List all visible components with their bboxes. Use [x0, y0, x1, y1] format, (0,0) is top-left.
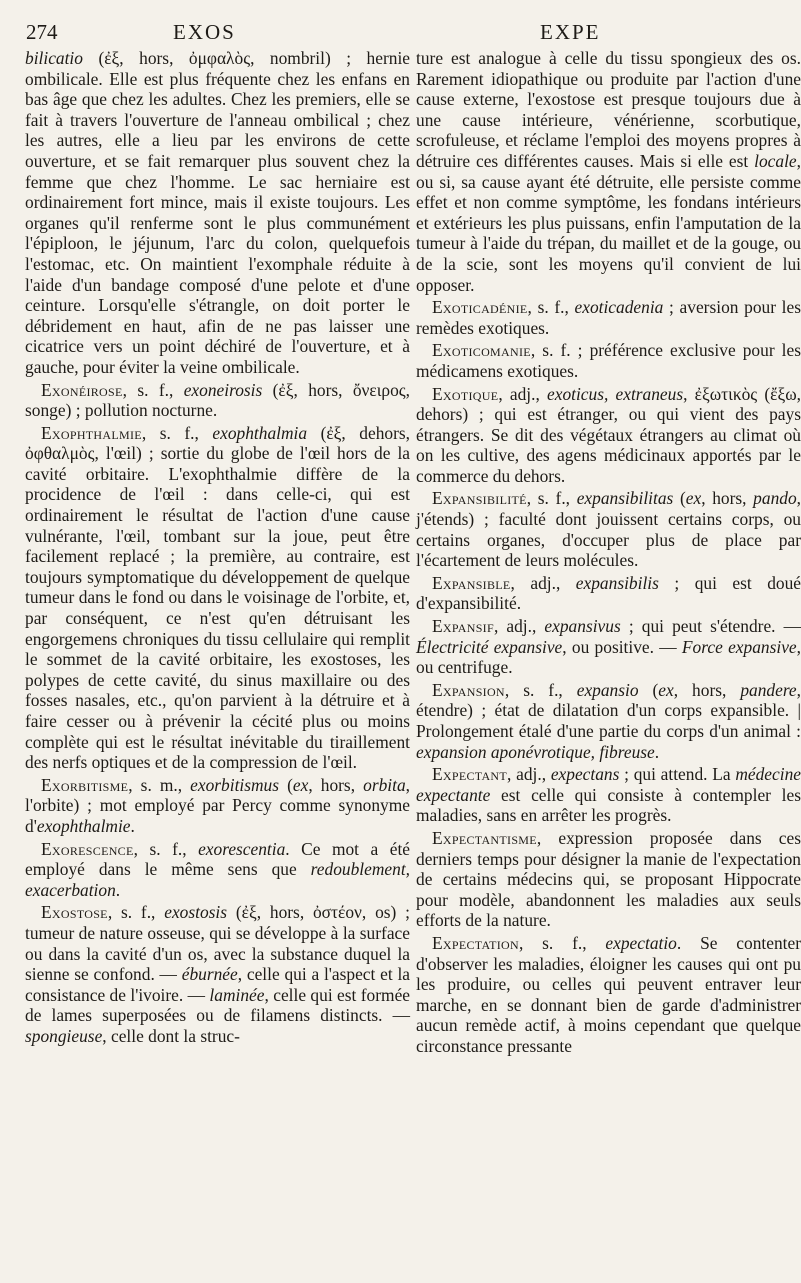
italic-term: exophthalmia — [212, 422, 308, 443]
dictionary-entry — [25, 380, 410, 421]
entry-text: , s. f., — [122, 379, 184, 400]
entry-headword: Expansif — [432, 616, 494, 637]
italic-term: expectans — [550, 764, 620, 785]
italic-term: Électricité expansive — [416, 636, 563, 657]
entry-text: ; aversion pour les remèdes exotiques. — [416, 297, 801, 338]
page-number: 274 — [26, 20, 58, 44]
running-head-right: EXPE — [540, 20, 601, 44]
italic-term: expansion aponévrotique, fibreuse — [416, 741, 655, 762]
dictionary-entry — [25, 839, 410, 901]
italic-term: expectatio — [605, 932, 677, 953]
italic-term: laminée — [209, 984, 265, 1005]
italic-term: ex — [292, 774, 309, 795]
entry-headword: Exotique — [432, 383, 499, 404]
dictionary-entry — [416, 384, 801, 487]
running-header — [0, 20, 800, 48]
entry-text: , adj., — [510, 572, 576, 593]
entry-headword: Expansion — [432, 679, 505, 700]
dictionary-entry — [416, 933, 801, 1057]
entry-headword: Expectant — [432, 764, 508, 785]
entry-text: ; qui est doué d'expansibilité. — [416, 572, 801, 614]
entry-text: , s. f., — [527, 297, 575, 318]
entry-text: ture est analogue à celle du tissu spongieux des os. Rarement idiopathique ou produite par l'action d'une cause externe, l'exostose est presque toujours due à une cause intérieure, vénérienne, scorbutique, scrofuleuse, et réclame l'emploi des moyens propres à détruire ces différentes causes. Mais si elle est — [416, 48, 801, 171]
running-head-left: EXOS — [173, 20, 236, 44]
entry-text: (ἐξ, dehors, ὀφθαλμὸς, l'œil) ; sortie du globe de l'œil hors de la cavité orbitaire. L'exophthalmie diffère de la procidence de l'œil : dans celle-ci, qui est ordinairement le résultat de l'action d'une cause vulnérante, l'œil, tombant sur la joue, peut être facilement replacé ; la première, au contraire, est toujours symptomatique du développement de quelque tumeur dans le fond ou dans le voisinage de l'orbite, et, par conséquent, ce n'est qu'en détruisant les engorgemens chroniques du tissu cellulaire qui remplit le sommet de la cavité orbitaire, les exostoses, les polypes de cette cavité, du sinus maxillaire ou des fosses nasales, etc., qu'on parvient à la détruire et à faire cesser ou à prévenir la cécité plus ou moins complète qui est le résultat inévitable du tiraillement des nerfs optiques et de la compression de l'œil. — [25, 422, 410, 773]
entry-text: , s. m., — [128, 774, 191, 795]
entry-text: , étendre) ; état de dilatation d'un corps expansible. | Prolongement étalé d'une partie du corps d'un animal : — [416, 679, 801, 741]
entry-text: ( — [673, 488, 686, 509]
entry-text: , celle qui est formée de lames superposées ou de filamens distincts. — — [25, 984, 411, 1026]
italic-term: expansio — [576, 679, 639, 700]
entry-headword: Exorbitisme — [41, 774, 129, 795]
dictionary-entry — [416, 764, 801, 826]
entry-text: , hors, — [308, 774, 364, 795]
continued-text — [25, 48, 410, 378]
italic-term: ex — [685, 488, 702, 509]
entry-text: , ou centrifuge. — [416, 636, 801, 678]
dictionary-entry — [25, 902, 410, 1046]
italic-term: exophthalmie — [36, 815, 131, 836]
entry-text: ; qui peut s'étendre. — — [620, 616, 801, 637]
italic-term: exoticus, extraneus — [547, 383, 684, 404]
dictionary-entry — [25, 423, 410, 773]
entry-headword: Expectantisme — [432, 827, 537, 848]
italic-term: exorescentia — [198, 838, 286, 859]
entry-text: , expression proposée dans ces derniers temps pour désigner la manie de l'expectation de certains médecins qui, se proposant Hippocrate pour modèle, abandonnent les maladies aux seuls efforts de la nature. — [416, 827, 801, 931]
italic-term: locale — [754, 150, 797, 171]
entry-headword: Exorescence — [41, 838, 134, 859]
entry-text: ; qui attend. La — [619, 764, 736, 785]
italic-term: exostosis — [164, 902, 228, 923]
dictionary-entry — [416, 828, 801, 931]
entry-text: , s. f., — [141, 422, 213, 443]
entry-headword: Expansibilité — [432, 488, 527, 509]
entry-text: , s. f., — [518, 932, 606, 953]
entry-text: , adj., — [498, 383, 547, 404]
entry-text: , celle dont la struc- — [102, 1025, 240, 1046]
dictionary-entry — [416, 297, 801, 338]
entry-headword: Exoticomanie — [432, 340, 531, 361]
dictionary-entry — [416, 340, 801, 381]
italic-term: médecine expectante — [416, 764, 801, 805]
entry-text: . Se contenter d'observer les maladies, éloigner les causes qui ont pu les produire, ou celles qui peuvent entraver leur marche, en se donnant bien de garde d'administrer aucun remède actif, à moins cependant que quelque circonstance pressante — [416, 932, 801, 1056]
entry-headword: Expectation — [432, 932, 519, 953]
entry-text: , ἐξωτικὸς (ἔξω, dehors) ; qui est étranger, ou qui vient des pays étrangers. Se dit des végétaux étrangers au climat où on les cultive, des agens médicinaux apportés par le commerce du dehors. — [416, 383, 801, 486]
entry-headword: Exostose — [41, 902, 108, 923]
entry-text: . Ce mot a été employé dans le même sens que — [25, 838, 410, 880]
italic-term: expansibilis — [575, 572, 659, 593]
italic-term: exoneirosis — [183, 379, 263, 400]
dictionary-entry — [25, 775, 410, 837]
italic-term: pandere — [740, 679, 797, 700]
entry-text: (ἐξ, hors, ὀστέον, os) ; tumeur de nature osseuse, qui se développe à la surface ou dans la cavité d'un os, avec la substance duquel la sienne se confond. — — [25, 902, 410, 985]
italic-term: bilicatio — [25, 48, 83, 68]
entry-text: , s. f. ; préférence exclusive pour les médicamens exotiques. — [416, 340, 801, 381]
italic-term: expansivus — [544, 616, 621, 637]
left-column — [25, 48, 410, 1049]
entry-text: . — [654, 741, 660, 762]
dictionary-entry — [416, 616, 801, 678]
italic-term: éburnée — [181, 964, 238, 985]
entry-text: , hors, — [701, 488, 754, 509]
entry-text: ( — [279, 774, 293, 795]
entry-text: , hors, — [673, 679, 741, 700]
italic-term: Force expansive — [681, 636, 797, 657]
entry-text: , s. f., — [504, 679, 577, 700]
dictionary-entry — [416, 488, 801, 570]
italic-term: expansibilitas — [576, 488, 674, 509]
entry-text: est celle qui consiste à contempler les maladies, sans en arrêter les progrès. — [416, 784, 801, 826]
italic-term: exorbitismus — [190, 774, 280, 795]
entry-text: , s. f., — [526, 488, 577, 509]
entry-headword: Expansible — [432, 572, 511, 593]
italic-term: exoticadenia — [574, 297, 664, 318]
entry-text: , adj., — [507, 764, 551, 785]
entry-headword: Exoticadénie — [432, 297, 528, 318]
entry-text: , j'étends) ; faculté dont jouissent certains corps, ou certains organes, d'occuper plus de place par l'écartement de leurs molécules. — [416, 488, 801, 571]
entry-text: , ou si, sa cause ayant été détruite, elle persiste comme effet et non comme symptôme, les fondans intérieurs et extérieurs les plus puissans, enfin l'amputation de la tumeur à l'aide du trépan, du maillet et de la gouge, ou de la scie, sont les moyens qu'il convient de lui opposer. — [416, 150, 801, 295]
entry-text: , s. f., — [133, 838, 199, 859]
entry-text: ( — [638, 679, 659, 700]
entry-text: , l'orbite) ; mot employé par Percy comme synonyme d' — [25, 774, 411, 836]
entry-text: (ἐξ, hors, ὀμφαλὸς, nombril) ; hernie ombilicale. Elle est plus fréquente chez les enfans en bas âge que chez les adultes. Chez les premiers, elle se fait à travers l'ouverture de l'anneau ombilical ; chez les autres, elle a lieu par les environs de cette ouverture, et se fait remarquer plus souvent chez la femme que chez l'homme. Le sac herniaire est ordinairement fort mince, mais il existe toujours. Les organes qu'il renferme sont le plus communément l'épiploon, le jéjunum, l'arc du colon, quelquefois l'estomac, etc. On maintient l'exomphale réduite à l'aide d'un bandage composé d'une pelote et d'une ceinture. Lorsqu'elle s'étrangle, on doit porter le débridement en haut, afin de ne pas laisser une cicatrice vers un point déchiré de l'ouverture, et à gauche, pour éviter la veine ombilicale. — [25, 48, 410, 377]
entry-text: . — [115, 879, 121, 900]
entry-text: . — [130, 815, 135, 836]
entry-text: , ou positive. — — [562, 636, 682, 657]
dictionary-entry — [416, 680, 801, 762]
italic-term: redoublement, exacerbation — [25, 859, 410, 900]
italic-term: ex — [658, 679, 674, 700]
entry-text: (ἐξ, hors, ὄνειρος, songe) ; pollution nocturne. — [25, 379, 411, 421]
dictionary-entry — [416, 573, 801, 614]
right-column — [416, 48, 801, 1059]
italic-term: spongieuse — [25, 1025, 103, 1046]
continued-text — [416, 48, 801, 295]
entry-headword: Exonéirose — [41, 379, 123, 400]
entry-text: , adj., — [493, 616, 545, 637]
italic-term: pando — [753, 488, 797, 509]
entry-headword: Exophthalmie — [41, 422, 142, 443]
entry-text: , celle qui a l'aspect et la consistance de l'ivoire. — — [25, 964, 411, 1005]
italic-term: orbita — [363, 774, 406, 795]
entry-text: , s. f., — [107, 902, 165, 923]
